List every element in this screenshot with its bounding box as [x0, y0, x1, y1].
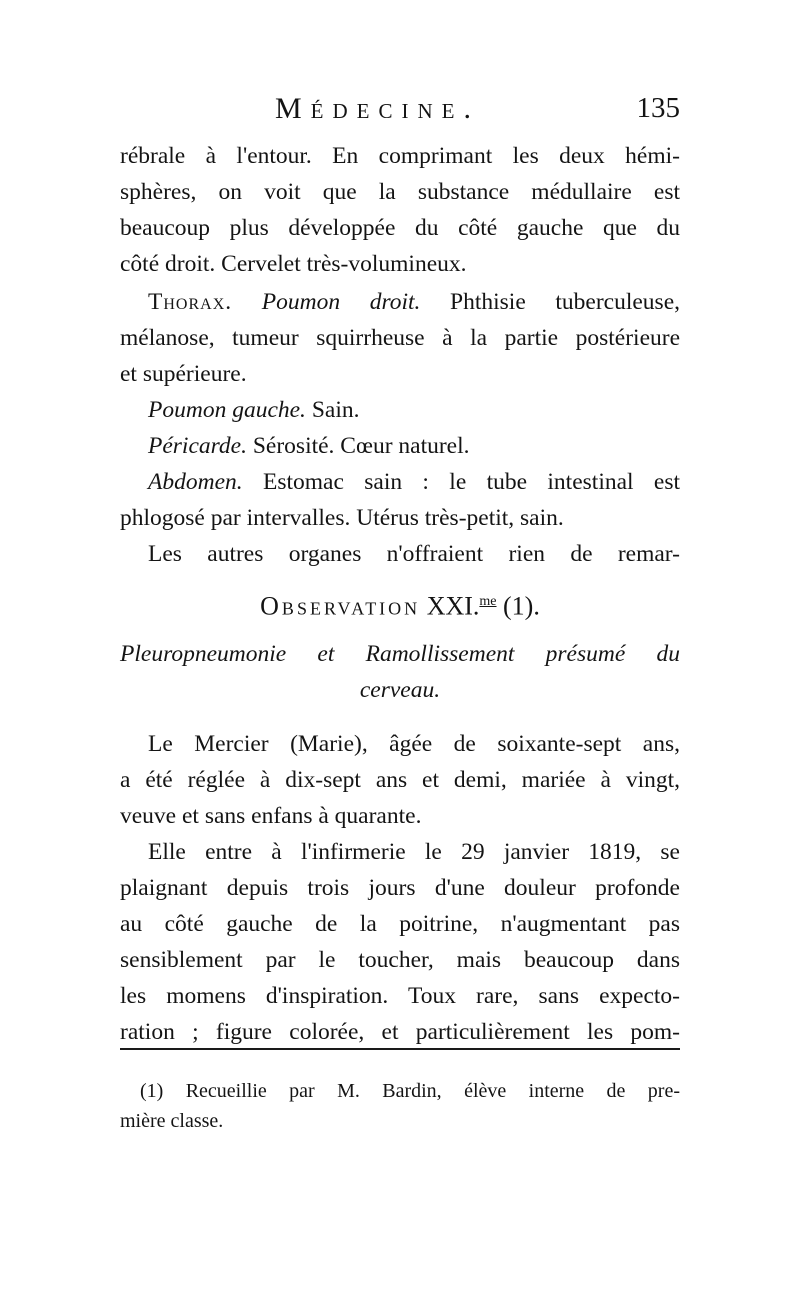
body-line: sphères, on voit que la substance médullaire est [120, 179, 680, 205]
case-line: sensiblement par le toucher, mais beaucoup dans [120, 947, 680, 973]
section-label: Thorax. [148, 289, 233, 315]
case-line: au côté gauche de la poitrine, n'augmentant pas [120, 911, 680, 937]
case-line: Elle entre à l'infirmerie le 29 janvier 1819, se [148, 839, 680, 865]
case-line: ration ; figure colorée, et particulièrement les pom- [120, 1019, 680, 1045]
case-line: veuve et sans enfans à quarante. [120, 803, 422, 829]
footnote-line: (1) Recueillie par M. Bardin, élève interne de pre- [140, 1080, 680, 1102]
organ-line [148, 464, 680, 500]
organ-line [148, 428, 680, 464]
case-line: a été réglée à dix-sept ans et demi, mariée à vingt, [120, 767, 680, 793]
footnote-reference: (1). [503, 591, 540, 621]
body-line: mélanose, tumeur squirrheuse à la partie postérieure [120, 325, 680, 351]
body-line: rébrale à l'entour. En comprimant les deux hémi- [120, 143, 680, 169]
page-header [120, 92, 680, 136]
finding-text: Sain. [311, 397, 360, 423]
case-line: plaignant depuis trois jours d'une douleur profonde [120, 875, 680, 901]
body-line: beaucoup plus développée du côté gauche que du [120, 215, 680, 241]
observation-number: XXI. [426, 591, 480, 621]
finding-text: Estomac sain : le tube intestinal est [262, 469, 680, 495]
observation-subtitle: Pleuropneumonie et Ramollissement présumé du [120, 641, 680, 667]
body-line: et supérieure. [120, 361, 247, 387]
footnote-rule [120, 1048, 680, 1050]
footnote-line: mière classe. [120, 1110, 224, 1132]
body-line: Les autres organes n'offraient rien de remar- [148, 541, 680, 567]
observation-suffix: me [479, 594, 497, 609]
organ-label: Poumon gauche. [148, 397, 306, 423]
running-title: Médecine. [275, 92, 480, 125]
finding-text: Sérosité. Cœur naturel. [252, 433, 470, 459]
case-line: les momens d'inspiration. Toux rare, sans expecto- [120, 983, 680, 1009]
observation-subtitle-end: cerveau. [359, 677, 441, 703]
page-number: 135 [636, 92, 680, 124]
observation-label: Observation [260, 591, 421, 621]
organ-label: Péricarde. [148, 433, 247, 459]
organ-label: Abdomen. [148, 469, 243, 495]
organ-line [148, 392, 680, 428]
finding-text: Phthisie tuberculeuse, [450, 289, 681, 315]
organ-label: Poumon droit. [261, 289, 421, 315]
body-line: côté droit. Cervelet très-volumineux. [120, 251, 467, 277]
observation-heading [120, 582, 680, 627]
body-line: phlogosé par intervalles. Utérus très-petit, sain. [120, 505, 564, 531]
thorax-line [148, 284, 680, 320]
case-line: Le Mercier (Marie), âgée de soixante-sept ans, [148, 731, 680, 757]
